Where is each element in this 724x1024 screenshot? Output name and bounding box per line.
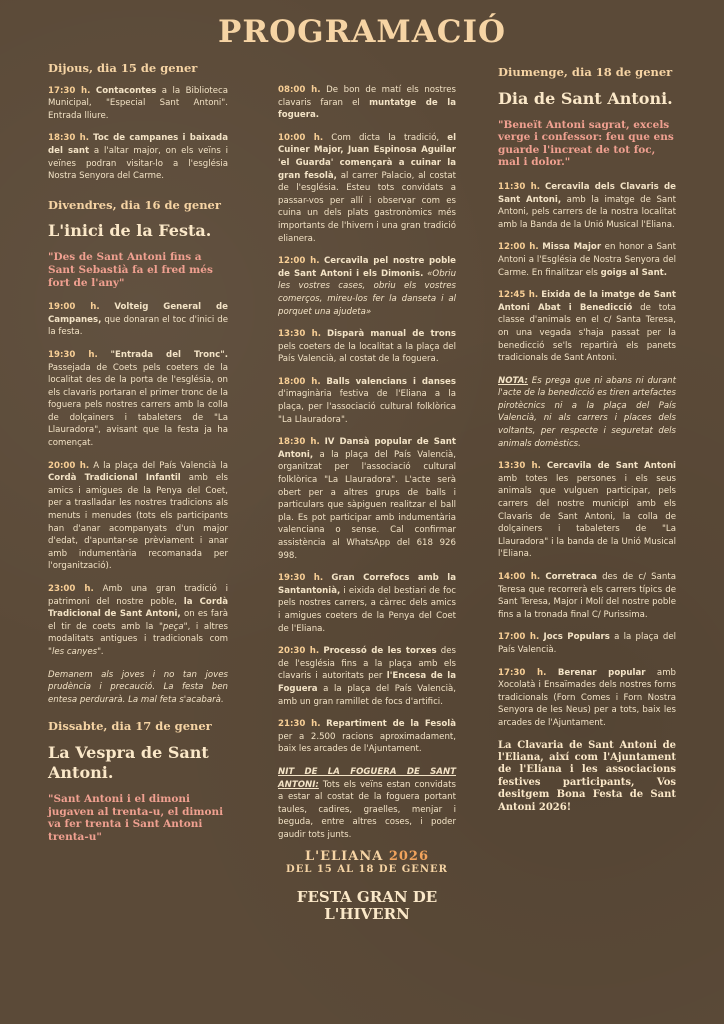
- section-title: L'inici de la Festa.: [48, 221, 212, 241]
- footer-dates: DEL 15 AL 18 DE GENER: [286, 864, 448, 876]
- footer-town: L'ELIANA: [304, 849, 384, 865]
- day-heading: Dissabte, dia 17 de gener: [48, 719, 212, 734]
- event-item: 23:00 h. Amb una gran tradició i patrimoni del nostre poble, la Cordà Tradicional de Sant Antoni, on es farà el tir de coets amb la "peça", i altres modalitats antigues i tradicionals com "les canyes".: [48, 584, 229, 657]
- quote: "Beneït Antoni sagrat, excels verge i confessor: feu que ens guarde l'increat de tot foc, mal i dolor.": [498, 118, 674, 169]
- page-title: PROGRAMACIÓ: [218, 14, 506, 50]
- day-heading: Divendres, dia 16 de gener: [48, 197, 221, 212]
- footer-festival: FESTA GRAN DE L'HIVERN: [296, 887, 438, 923]
- quote: "Des de Sant Antoni fins a Sant Sebastià fa el fred més fort de l'any": [48, 251, 213, 289]
- nota-note: NOTA: Es prega que ni abans ni durant l'acte de la benedicció es tiren artefactes pirotècnics ni a la plaça del País Valencià, ni als carrers i places dels voltants, per respecte i seguretat dels animals domèstics.: [498, 375, 676, 449]
- event-item: 11:30 h. Cercavila dels Clavaris de Sant Antoni, amb la imatge de Sant Antoni, pels carrers de la nostra localitat amb la Banda de la Unió Musical l'Eliana.: [498, 181, 677, 230]
- event-item: 13:30 h. Disparà manual de trons pels coeters de la localitat a la plaça del País Valencià, al costat de la foguera.: [278, 329, 456, 365]
- event-item: 18:30 h. Toc de campanes i baixada del sant a l'altar major, on els veïns i veïnes podran visitar-lo a l'església Nostra Senyora del Carme.: [48, 133, 228, 182]
- footer-year: 2026: [388, 849, 430, 865]
- day-heading: Diumenge, dia 18 de gener: [498, 65, 673, 79]
- event-item: 12:00 h. Missa Major en honor a Sant Antoni a l'Església de Nostra Senyora del Carme. En finalitzar els goigs al Sant.: [498, 242, 676, 278]
- day-heading: Dijous, dia 15 de gener: [48, 61, 198, 75]
- section-title: La Vespra de Sant Antoni.: [48, 742, 209, 782]
- footer-logo: [278, 851, 456, 922]
- event-item: 20:30 h. Processó de les torxes des de l'església fins a la plaça amb els clavaris i autoritats per l'Encesa de la Foguera a la plaça del País Valencià, amb un gran ramillet de focs d'artifici.: [278, 646, 457, 707]
- event-item: 19:30 h. "Entrada del Tronc". Passejada de Coets pels coeters de la localitat des de la porta de l'església, on els clavaris portaran el primer tronc de la foguera pels nostres carrers amb la colla de dolçainers i tabaleters de "La Llauradora", avisant que la festa ja ha començat.: [48, 349, 229, 449]
- closing-message: La Clavaria de Sant Antoni de l'Eliana, així com l'Ajuntament de l'Eliana i les associacions festives participants, Vos desitgem Bona Festa de Sant Antoni 2026!: [498, 739, 676, 813]
- nit-foguera-note: NIT DE LA FOGUERA DE SANT ANTONI: Tots els veïns estan convidats a estar al costat de la foguera portant taules, cadires, graelles, menjar i beguda, entre altres coses, i poder gaudir tots junts.: [278, 766, 456, 840]
- event-item: 19:00 h. Volteig General de Campanes, que donaran el toc d'inici de la festa.: [48, 302, 228, 338]
- event-item: 21:30 h. Repartiment de la Fesolà per a 2.500 racions aproximadament, baix les arcades de l'Ajuntament.: [278, 719, 457, 755]
- event-item: 17:30 h. Contacontes a la Biblioteca Municipal, "Especial Sant Antoni". Entrada lliure.: [48, 85, 228, 121]
- event-item: 19:30 h. Gran Correfocs amb la Santantonià, i eixida del bestiari de foc pels nostres carrers, a càrrec dels amics i amigues coeters de la Penya del Coet de l'Eliana.: [278, 573, 457, 634]
- quote: "Sant Antoni i el dimoni jugaven al trenta-u, el dimoni va fer trenta i Sant Antoni trenta-u": [48, 792, 224, 843]
- section-title: Dia de Sant Antoni.: [498, 88, 673, 108]
- event-item: 17:30 h. Berenar popular amb Xocolatà i Ensaïmades dels nostres forns tradicionals (Forn Comes i Forn Nostra Senyora de les Neus) per a tots, baix les arcades de l'Ajuntament.: [498, 667, 677, 728]
- event-item: 12:45 h. Eixida de la imatge de Sant Antoni Abat i Benedicció de tota classe d'animals en el c/ Santa Teresa, on una vegada s'haja passat per la benedicció se'ls repartirà els panets tradicionals de Sant Antoni.: [498, 290, 677, 364]
- event-item: 17:00 h. Jocs Populars a la plaça del País Valencià.: [498, 632, 677, 655]
- event-item: 12:00 h. Cercavila pel nostre poble de Sant Antoni i els Dimonis. «Obriu les vostres cases, obriu els vostres comerços, mireu-los fer la danseta i al porquet una ajudeta»: [278, 256, 457, 317]
- event-item: 08:00 h. De bon de matí els nostres clavaris faran el muntatge de la foguera.: [278, 85, 457, 121]
- column-2: [278, 84, 456, 923]
- column-1: [48, 62, 228, 855]
- warning-note: Demanem als joves i no tan joves prudència i precaució. La festa ben entesa perdurarà. La mal feta s'acabarà.: [48, 669, 228, 705]
- event-item: 14:00 h. Corretraca des de c/ Santa Teresa que recorrerà els carrers típics de Sant Teresa, Major i Molí del nostre poble fins a la tronada final C/ Purissima.: [498, 572, 676, 620]
- column-3: [498, 66, 676, 814]
- event-item: 10:00 h. Com dicta la tradició, el Cuiner Major, Juan Espinosa Aguilar 'el Guarda' començarà a cuinar la gran fesolà, al carrer Palacio, al costat de l'església. Esteu tots convidats a passar-vos per allí i observar com es cuina un dels plats gastronòmics més importants de l'hivern i una gran tradició elianera.: [278, 132, 457, 244]
- event-item: 13:30 h. Cercavila de Sant Antoni amb totes les persones i els seus animals que vulguen participar, pels carrers del nostre municipi amb els Clavaris de Sant Antoni, la colla de dolçainers i tabaleters de "La Llauradora" i la banda de la Unió Musical l'Eliana.: [498, 461, 677, 560]
- event-item: 18:00 h. Balls valencians i danses d'imaginària festiva de l'Eliana a la plaça, per l'associació cultural folklòrica "La Llauradora".: [278, 376, 456, 425]
- event-item: 20:00 h. A la plaça del País Valencià la Cordà Tradicional Infantil amb els amics i amigues de la Penya del Coet, per a traslladar les nostres tradicions als menuts i menudes (tots els participants han d'anar acompanyats d'un major d'edat, d'apuntar-se prèviament i anar amb indumentària recomanada per l'organització).: [48, 460, 229, 572]
- event-item: 18:30 h. IV Dansà popular de Sant Antoni, a la plaça del País Valencià, organitzat per l'associació cultural folklòrica "La Llauradora". L'acte serà obert per a altres grups de balls i particulars que sàpiguen realitzar el ball pla. Es pot participar amb indumentària valenciana o sense. Cal confirmar assistència al WhatsApp del 618 926 998.: [278, 437, 457, 561]
